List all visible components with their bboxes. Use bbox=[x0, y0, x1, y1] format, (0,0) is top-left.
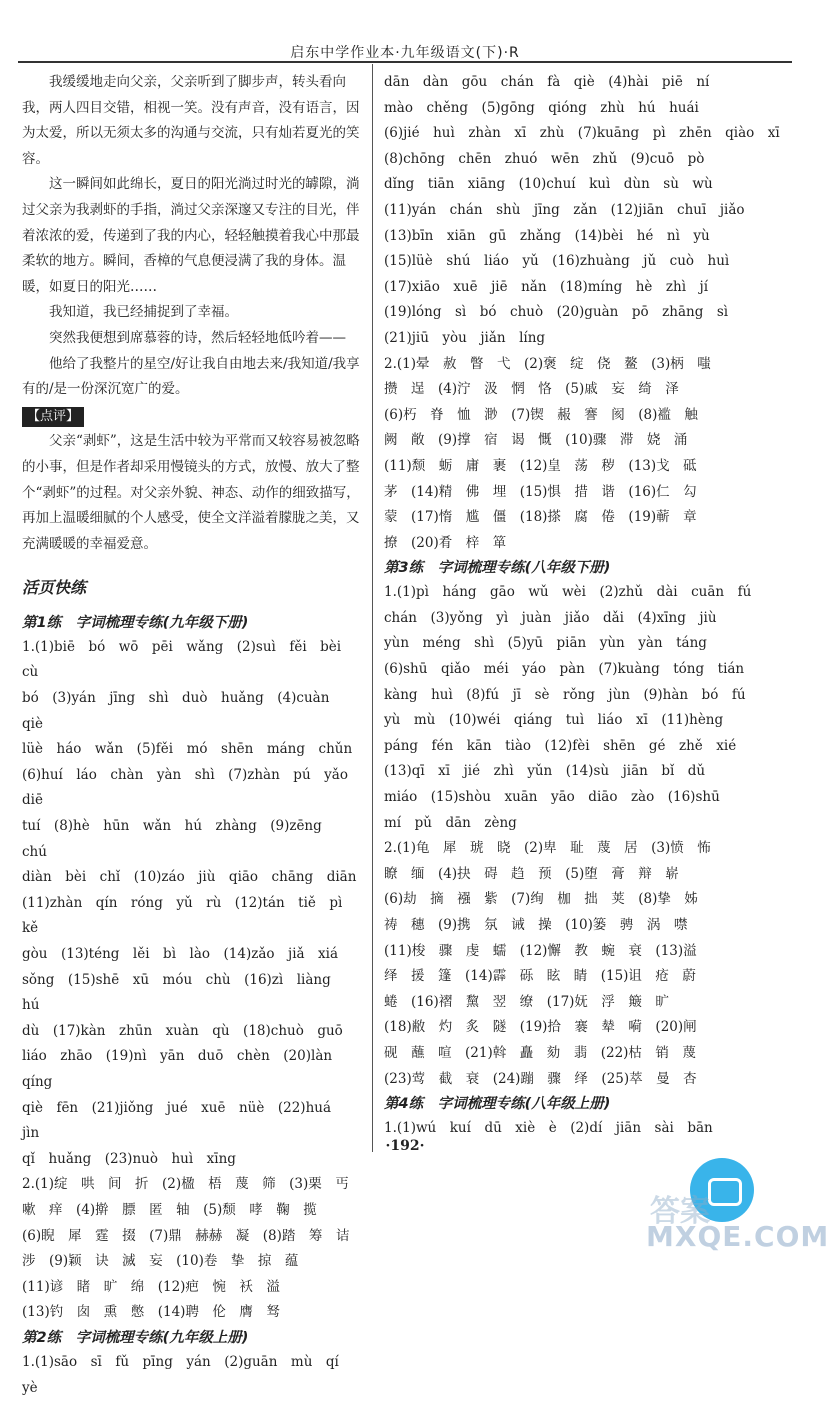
answer-line: (11)颓 蛎 庸 裹 (12)皇 荡 秽 (13)戈 砥 bbox=[384, 457, 697, 474]
practice-heading: 第1练 字词梳理专练(九年级下册) bbox=[22, 614, 249, 631]
answer-line: (6)jié huì zhàn xī zhù (7)kuāng pì zhēn qiào xī bbox=[384, 125, 780, 142]
answer-line: (6)朽 脊 恤 渺 (7)锲 赧 謇 阂 (8)褴 触 bbox=[384, 406, 698, 423]
answer-line: (23)莺 截 衰 (24)蹦 骤 绎 (25)萃 曼 杏 bbox=[384, 1070, 697, 1087]
right-column bbox=[384, 70, 794, 1142]
answer-line: (11)zhàn qín róng yǔ rù (12)tán tiě pì kě bbox=[22, 894, 356, 937]
answer-line: (13)bīn xiān gū zhǎng (14)bèi hé nì yù bbox=[384, 227, 710, 244]
answer-line: (11)谚 睹 旷 绵 (12)疤 惋 袄 溢 bbox=[22, 1278, 280, 1295]
answer-line: 2.(1)龟 犀 琥 晓 (2)卑 耻 蔑 居 (3)愤 怖 bbox=[384, 840, 711, 857]
answer-line: páng fén kān tiào (12)fèi shēn gé zhě xié bbox=[384, 737, 737, 754]
answer-line: (6)huí láo chàn yàn shì (7)zhàn pú yǎo diē bbox=[22, 766, 362, 809]
answer-line: (11)梭 骤 虔 蠕 (12)懈 教 蜿 衰 (13)溢 bbox=[384, 942, 697, 959]
answer-line: (18)敝 灼 炙 隧 (19)拾 褰 辇 嗬 (20)闸 bbox=[384, 1019, 697, 1036]
answer-line: (21)jiū yòu jiǎn líng bbox=[384, 329, 546, 346]
section-title: 活页快练 bbox=[22, 578, 87, 598]
practice-1-answers bbox=[22, 635, 360, 1326]
answer-line: qǐ huǎng (23)nuò huì xīng bbox=[22, 1150, 236, 1167]
answer-line: 1.(1)sāo sī fǔ pīng yán (2)guān mù qí yè bbox=[22, 1353, 353, 1396]
watermark-logo: 答案 bbox=[650, 1194, 710, 1229]
answer-line: (17)xiāo xuē jiē nǎn (18)míng hè zhì jí bbox=[384, 278, 709, 295]
answer-line: mào chěng (5)gōng qióng zhù hú huái bbox=[384, 99, 699, 116]
answer-line: 蒙 (17)惰 尴 僵 (18)搽 腐 倦 (19)蕲 章 bbox=[384, 509, 697, 526]
answer-line: qiè fēn (21)jiǒng jué xuē nüè (22)huá jìn bbox=[22, 1099, 345, 1142]
left-column bbox=[22, 70, 360, 1401]
answer-line: gòu (13)téng lěi bì lào (14)zǎo jiǎ xiá bbox=[22, 946, 339, 962]
essay-paragraph: 这一瞬间如此绵长，夏日的阳光淌过时光的罅隙，淌过父亲为我剥虾的手指，淌过父亲深邃又专注的目光，伴着浓浓的爱，传递到了我的内心，轻轻触摸着我心中那最柔软的地方。瞬间，香樟的气息便浸满了我的身体。温暖，如夏日的阳光…… bbox=[22, 176, 360, 295]
practice-heading: 第3练 字词梳理专练(八年级下册) bbox=[384, 560, 611, 577]
answer-line: bó (3)yán jīng shì duò huǎng (4)cuàn qiè bbox=[22, 690, 343, 732]
column-divider bbox=[372, 64, 373, 1152]
answer-line: dù (17)kàn zhūn xuàn qù (18)chuò guō bbox=[22, 1022, 343, 1039]
header-rule bbox=[18, 61, 792, 63]
answer-line: (11)yán chán shù jīng zǎn (12)jiān chuī jiǎo bbox=[384, 201, 745, 218]
answer-line: miáo (15)shòu xuān yāo diāo zào (16)shū bbox=[384, 789, 720, 806]
practice-2-answers-cont bbox=[384, 70, 794, 556]
answer-line: dǐng tiān xiāng (10)chuí kuì dùn sù wù bbox=[384, 176, 713, 193]
comment-text: 父亲“剥虾”，这是生活中较为平常而又较容易被忽略的小事，但是作者却采用慢镜头的方式，放慢、放大了整个“剥虾”的过程。对父亲外貌、神态、动作的细致描写，再加上温暖细腻的个人感受，使全文洋溢着朦胧之美，又充满暖暖的幸福爱意。 bbox=[22, 433, 360, 552]
answer-line: 1.(1)wú kuí dū xiè è (2)dí jiān sài bān bbox=[384, 1120, 713, 1137]
answer-line: 茅 (14)精 佛 埋 (15)惧 措 谐 (16)仁 勾 bbox=[384, 483, 697, 500]
answer-line: mí pǔ dān zèng bbox=[384, 814, 517, 831]
answer-line: 攒 逞 (4)泞 汲 惘 恪 (5)戚 妄 绮 泽 bbox=[384, 381, 679, 398]
answer-line: 嗽 痒 (4)擀 膘 匿 轴 (5)颓 哮 鞠 揽 bbox=[22, 1201, 317, 1218]
answer-line: 2.(1)晕 赦 瞥 弋 (2)褒 绽 侥 鳌 (3)柄 嗤 bbox=[384, 355, 711, 372]
answer-line: 瞭 缅 (4)抉 碍 趋 预 (5)堕 膏 辩 崭 bbox=[384, 865, 679, 882]
answer-line: 蜷 (16)褶 黧 翌 缭 (17)妩 浮 簸 旷 bbox=[384, 993, 669, 1010]
answer-line: dān dàn gōu chán fà qiè (4)hài piē ní bbox=[384, 74, 710, 90]
answer-line: diàn bèi chǐ (10)záo jiù qiāo chāng diān bbox=[22, 869, 357, 886]
answer-line: liáo zhāo (19)nì yān duō chèn (20)làn qíng bbox=[22, 1048, 346, 1090]
watermark bbox=[640, 1158, 829, 1270]
answer-line: 2.(1)绽 哄 间 折 (2)楹 梧 蔑 筛 (3)栗 丐 bbox=[22, 1176, 349, 1193]
header-title: 启东中学作业本·九年级语文(下)·R bbox=[290, 45, 520, 61]
answer-line: lüè háo wǎn (5)fěi mó shēn máng chǔn bbox=[22, 741, 353, 758]
practice-heading: 第4练 字词梳理专练(八年级上册) bbox=[384, 1096, 611, 1113]
answer-line: yùn méng shì (5)yū piān yùn yàn táng bbox=[384, 635, 707, 652]
answer-line: 1.(1)biē bó wō pēi wǎng (2)suì fěi bèi cù bbox=[22, 638, 355, 681]
answer-line: 砚 蘸 喧 (21)斡 矗 劾 翡 (22)枯 销 蔑 bbox=[384, 1044, 696, 1061]
page-header bbox=[0, 0, 810, 62]
watermark-site: MXQE.COM bbox=[646, 1220, 829, 1253]
answer-line: kàng huì (8)fú jī sè rǒng jùn (9)hàn bó fú bbox=[384, 686, 746, 703]
essay-paragraph: 我知道，我已经捕捉到了幸福。 bbox=[49, 304, 238, 321]
answer-line: sǒng (15)shē xū móu chù (16)zì liàng hú bbox=[22, 971, 345, 1014]
answer-line: (19)lóng sì bó chuò (20)guàn pō zhāng sì bbox=[384, 304, 729, 321]
practice-heading: 第2练 字词梳理专练(九年级上册) bbox=[22, 1329, 249, 1346]
comment-label: 【点评】 bbox=[22, 407, 84, 427]
essay-paragraph: 突然我便想到席慕蓉的诗，然后轻轻地低吟着—— bbox=[49, 329, 346, 346]
answer-line: 撩 (20)肴 梓 箪 bbox=[384, 534, 507, 551]
answer-line: 涉 (9)颖 诀 滅 妄 (10)卷 挚 掠 蕴 bbox=[22, 1253, 299, 1270]
answer-line: (6)shū qiǎo méi yáo pàn (7)kuàng tóng tián bbox=[384, 661, 745, 678]
answer-line: chán (3)yǒng yì juàn jiǎo dǎi (4)xīng jiù bbox=[384, 609, 717, 626]
answer-line: 1.(1)pì háng gāo wǔ wèi (2)zhǔ dài cuān fú bbox=[384, 584, 752, 601]
practice-2-answers bbox=[22, 1350, 360, 1401]
essay-paragraph: 我缓缓地走向父亲，父亲听到了脚步声，转头看向我，两人四目交错，相视一笑。没有声音，没有语言，因为太爱，所以无须太多的沟通与交流，只有灿若夏光的笑容。 bbox=[22, 74, 360, 167]
answer-line: tuí (8)hè hūn wǎn hú zhàng (9)zēng chú bbox=[22, 818, 336, 860]
answer-line: (15)lüè shú liáo yǔ (16)zhuàng jǔ cuò huì bbox=[384, 253, 730, 270]
answer-line: yù mù (10)wéi qiáng tuì liáo xī (11)hèng bbox=[384, 712, 724, 729]
answer-line: (13)qī xī jié zhì yǔn (14)sù jiān bǐ dǔ bbox=[384, 763, 706, 780]
page-number: ·192· bbox=[385, 1138, 425, 1154]
answer-line: (6)睨 犀 霆 掇 (7)鼎 赫赫 凝 (8)踏 筹 诘 bbox=[22, 1227, 350, 1244]
practice-3-answers bbox=[384, 580, 794, 1092]
answer-line: (13)钓 囱 熏 憋 (14)聘 伦 膺 驽 bbox=[22, 1304, 280, 1321]
answer-line: (6)劫 摘 襁 紫 (7)绚 枷 拙 荚 (8)挚 姊 bbox=[384, 891, 698, 908]
answer-line: 祷 穗 (9)携 氛 诫 操 (10)篓 骋 涡 噤 bbox=[384, 917, 688, 933]
poem-lines: 他给了我整片的星空/好让我自由地去来/我知道/我享有的/是一份深沉宽广的爱。 bbox=[22, 355, 360, 398]
answer-line: (8)chōng chēn zhuó wēn zhǔ (9)cuō pò bbox=[384, 150, 705, 167]
answer-line: 绎 援 篷 (14)霹 砾 眩 睛 (15)诅 疮 蔚 bbox=[384, 968, 696, 985]
answer-line: 阙 敞 (9)撑 宿 谒 慨 (10)骤 滞 娆 涌 bbox=[384, 432, 688, 449]
